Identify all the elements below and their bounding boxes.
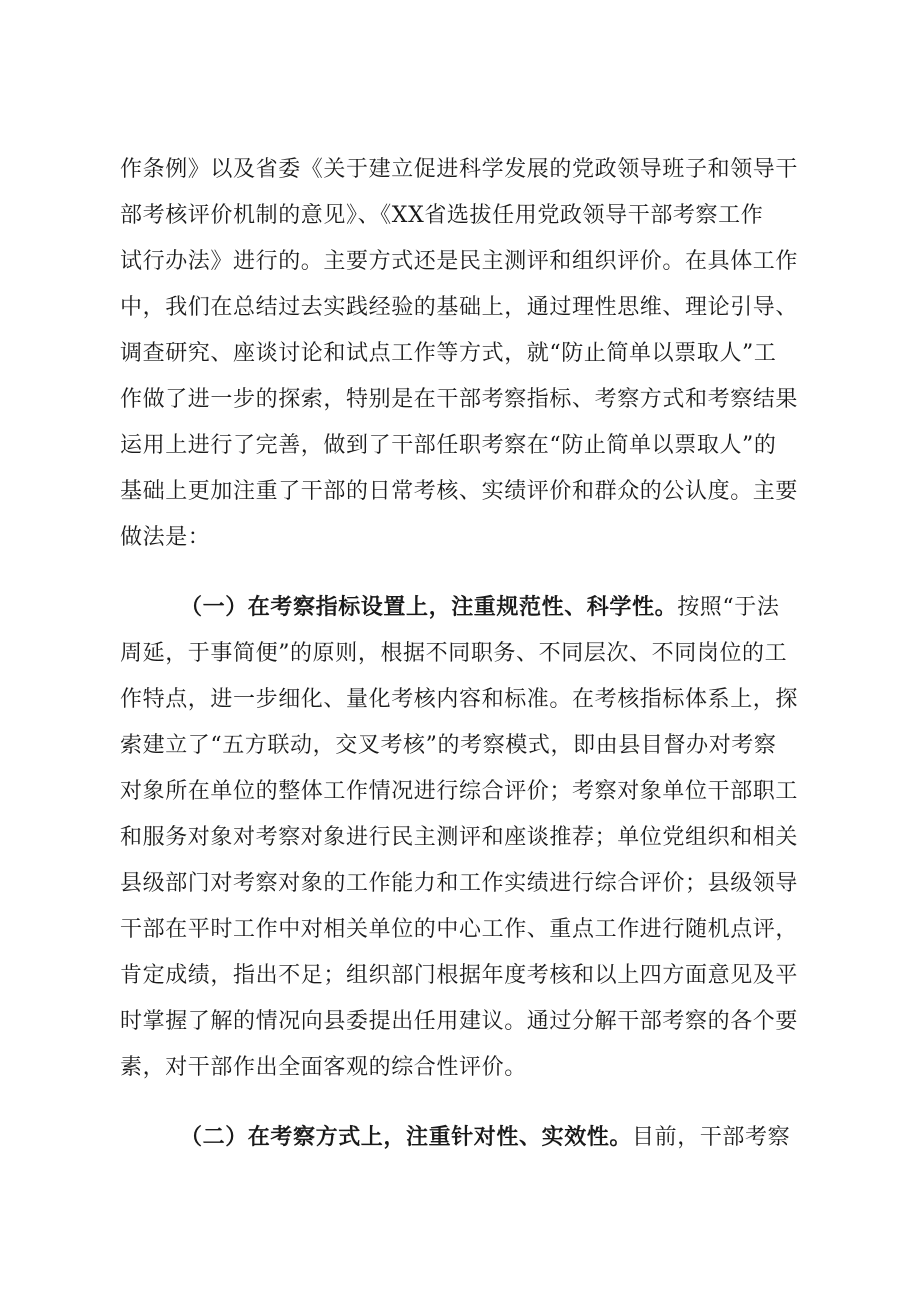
text-line: 周延，于事简便”的原则，根据不同职务、不同层次、不同岗位的工 — [120, 641, 788, 666]
text-line: 肯定成绩，指出不足；组织部门根据年度考核和以上四方面意见及平 — [120, 963, 799, 988]
text-line: 作做了进一步的探索，特别是在干部考察指标、考察方式和考察结果 — [120, 387, 799, 412]
section-1-first-line-text: 按照“于法 — [677, 595, 780, 620]
text-line: 时掌握了解的情况向县委提出任用建议。通过分解干部考察的各个要 — [120, 1009, 799, 1034]
text-line: 做法是： — [120, 525, 211, 550]
text-line: 运用上进行了完善，做到了干部任职考察在“防止简单以票取人”的 — [120, 433, 777, 458]
text-line: 基础上更加注重了干部的日常考核、实绩评价和群众的公认度。主要 — [120, 479, 799, 504]
text-line: 部考核评价机制的意见》、《XX省选拔任用党政领导干部考察工作 — [120, 203, 764, 228]
section-1-first-line — [120, 585, 820, 631]
text-line: 调查研究、座谈讨论和试点工作等方式，就“防止简单以票取人”工 — [120, 341, 777, 366]
text-line: 县级部门对考察对象的工作能力和工作实绩进行综合评价；县级领导 — [120, 871, 799, 896]
text-line: 作条例》以及省委《关于建立促进科学发展的党政领导班子和领导干 — [120, 157, 799, 182]
text-line: 试行办法》进行的。主要方式还是民主测评和组织评价。在具体工作 — [120, 249, 799, 274]
text-line: 作特点，进一步细化、量化考核内容和标准。在考核指标体系上，探 — [120, 687, 799, 712]
text-line: 和服务对象对考察对象进行民主测评和座谈推荐；单位党组织和相关 — [120, 825, 799, 850]
section-2-paragraph — [120, 1115, 820, 1161]
section-2-heading: （二）在考察方式上，注重针对性、实效性。 — [180, 1125, 633, 1150]
text-line: 素，对干部作出全面客观的综合性评价。 — [120, 1055, 527, 1080]
text-line: 干部在平时工作中对相关单位的中心工作、重点工作进行随机点评， — [120, 917, 799, 942]
section-1-paragraph — [120, 585, 820, 1091]
section-2-first-line — [120, 1115, 820, 1161]
text-line: 索建立了“五方联动，交叉考核”的考察模式，即由县目督办对考察 — [120, 733, 777, 758]
intro-paragraph — [120, 147, 820, 561]
document-page — [120, 147, 820, 1161]
section-2-first-line-text: 目前，干部考察 — [632, 1125, 791, 1150]
text-line: 对象所在单位的整体工作情况进行综合评价；考察对象单位干部职工 — [120, 779, 799, 804]
text-line: 中，我们在总结过去实践经验的基础上，通过理性思维、理论引导、 — [120, 295, 799, 320]
section-1-heading: （一）在考察指标设置上，注重规范性、科学性。 — [180, 595, 678, 620]
